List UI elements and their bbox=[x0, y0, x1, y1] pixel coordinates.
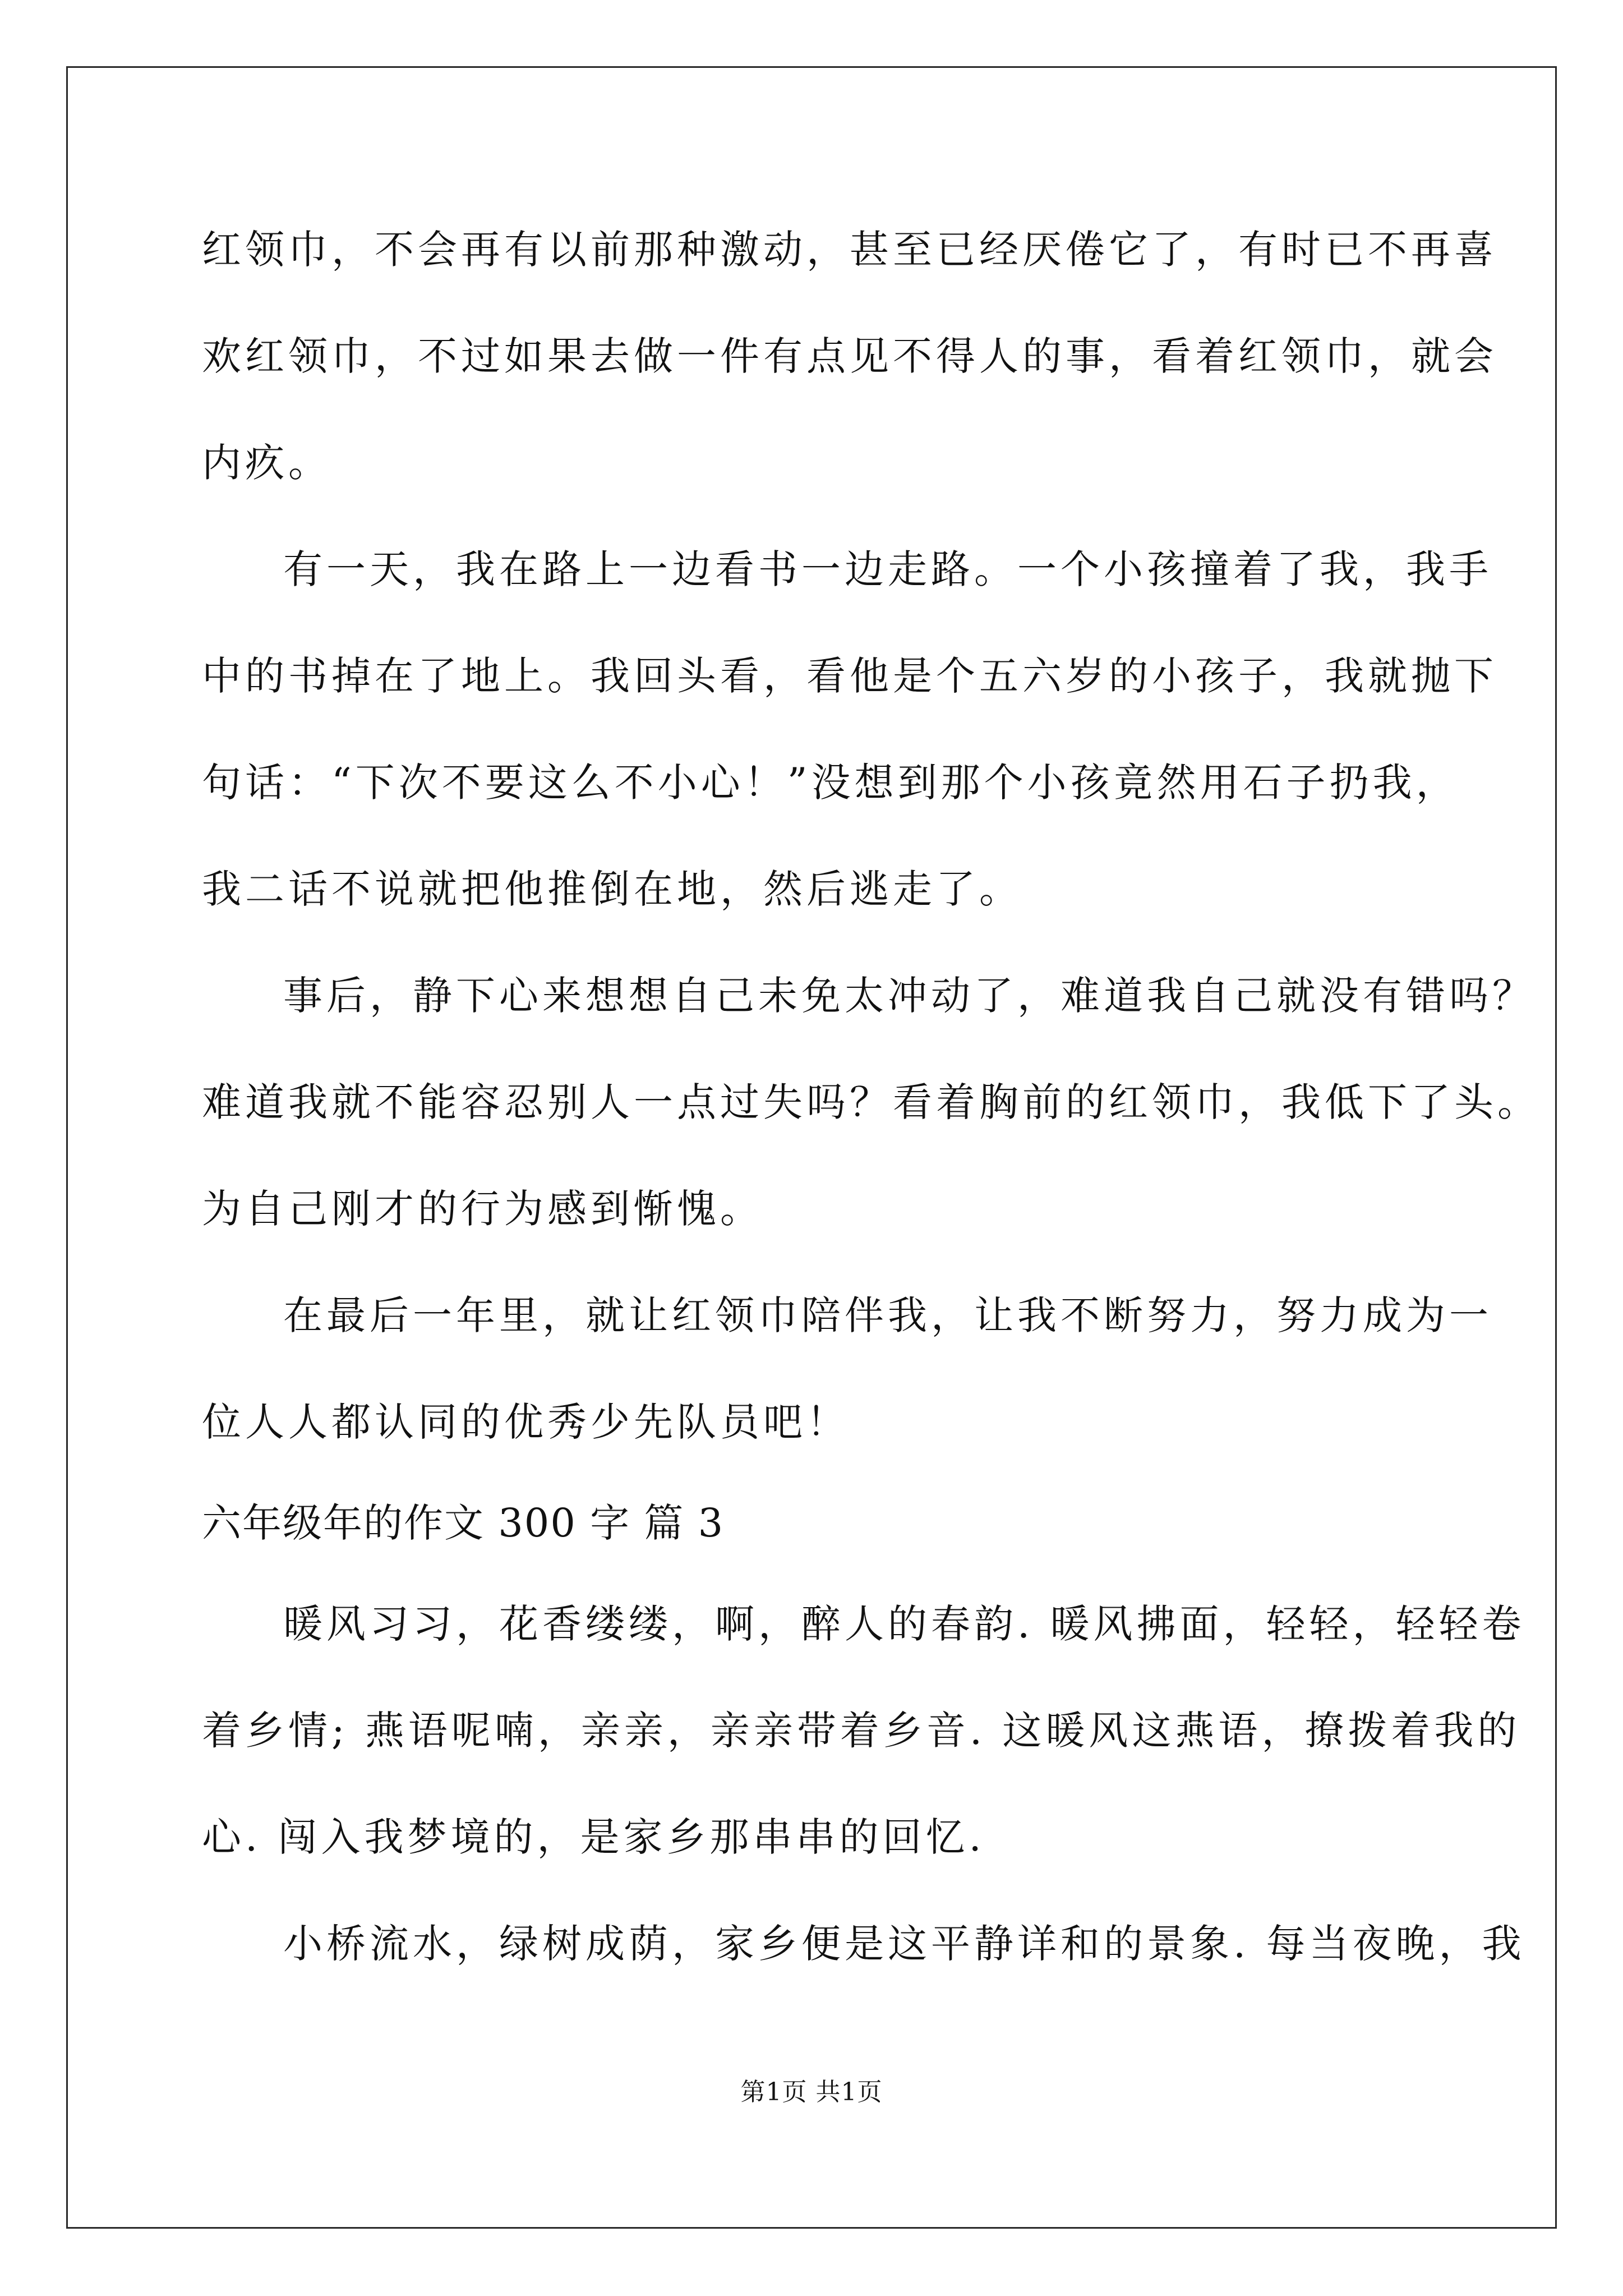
text-line: 内疚。 bbox=[202, 440, 331, 486]
text-line: 心. 闯入我梦境的，是家乡那串串的回忆. bbox=[202, 1814, 985, 1860]
paragraph-first-line: 有一天，我在路上一边看书一边走路。一个小孩撞着了我，我手 bbox=[283, 546, 1492, 592]
page-border bbox=[66, 66, 1557, 2229]
text-line: 欢红领巾，不过如果去做一件有点见不得人的事，看着红领巾，就会 bbox=[202, 333, 1497, 379]
paragraph-first-line: 在最后一年里，就让红领巾陪伴我，让我不断努力，努力成为一 bbox=[283, 1292, 1492, 1338]
text-line: 红领巾，不会再有以前那种激动，甚至已经厌倦它了，有时已不再喜 bbox=[202, 227, 1497, 273]
paragraph-first-line: 暖风习习，花香缕缕，啊，醉人的春韵. 暖风拂面，轻轻，轻轻卷 bbox=[283, 1601, 1525, 1647]
text-line: 为自己刚才的行为感到惭愧。 bbox=[202, 1186, 763, 1232]
page-footer: 第1页 共1页 bbox=[740, 2078, 883, 2106]
text-line: 句话：“下次不要这么不小心！”没想到那个小孩竟然用石子扔我， bbox=[202, 760, 1459, 806]
text-line: 我二话不说就把他推倒在地，然后逃走了。 bbox=[202, 866, 1022, 912]
text-line: 位人人都认同的优秀少先队员吧！ bbox=[202, 1399, 850, 1445]
text-line: 难道我就不能容忍别人一点过失吗？看着胸前的红领巾，我低下了头。 bbox=[202, 1079, 1541, 1125]
paragraph-first-line: 事后，静下心来想想自己未免太冲动了，难道我自己就没有错吗？ bbox=[283, 973, 1536, 1019]
text-line: 中的书掉在了地上。我回头看，看他是个五六岁的小孩子，我就抛下 bbox=[202, 653, 1497, 699]
section-heading: 六年级年的作文 300 字 篇 3 bbox=[202, 1500, 725, 1546]
paragraph-first-line: 小桥流水，绿树成荫，家乡便是这平静详和的景象. 每当夜晚，我 bbox=[283, 1921, 1525, 1967]
text-line: 着乡情; 燕语呢喃，亲亲，亲亲带着乡音. 这暖风这燕语，撩拨着我的 bbox=[202, 1708, 1521, 1754]
